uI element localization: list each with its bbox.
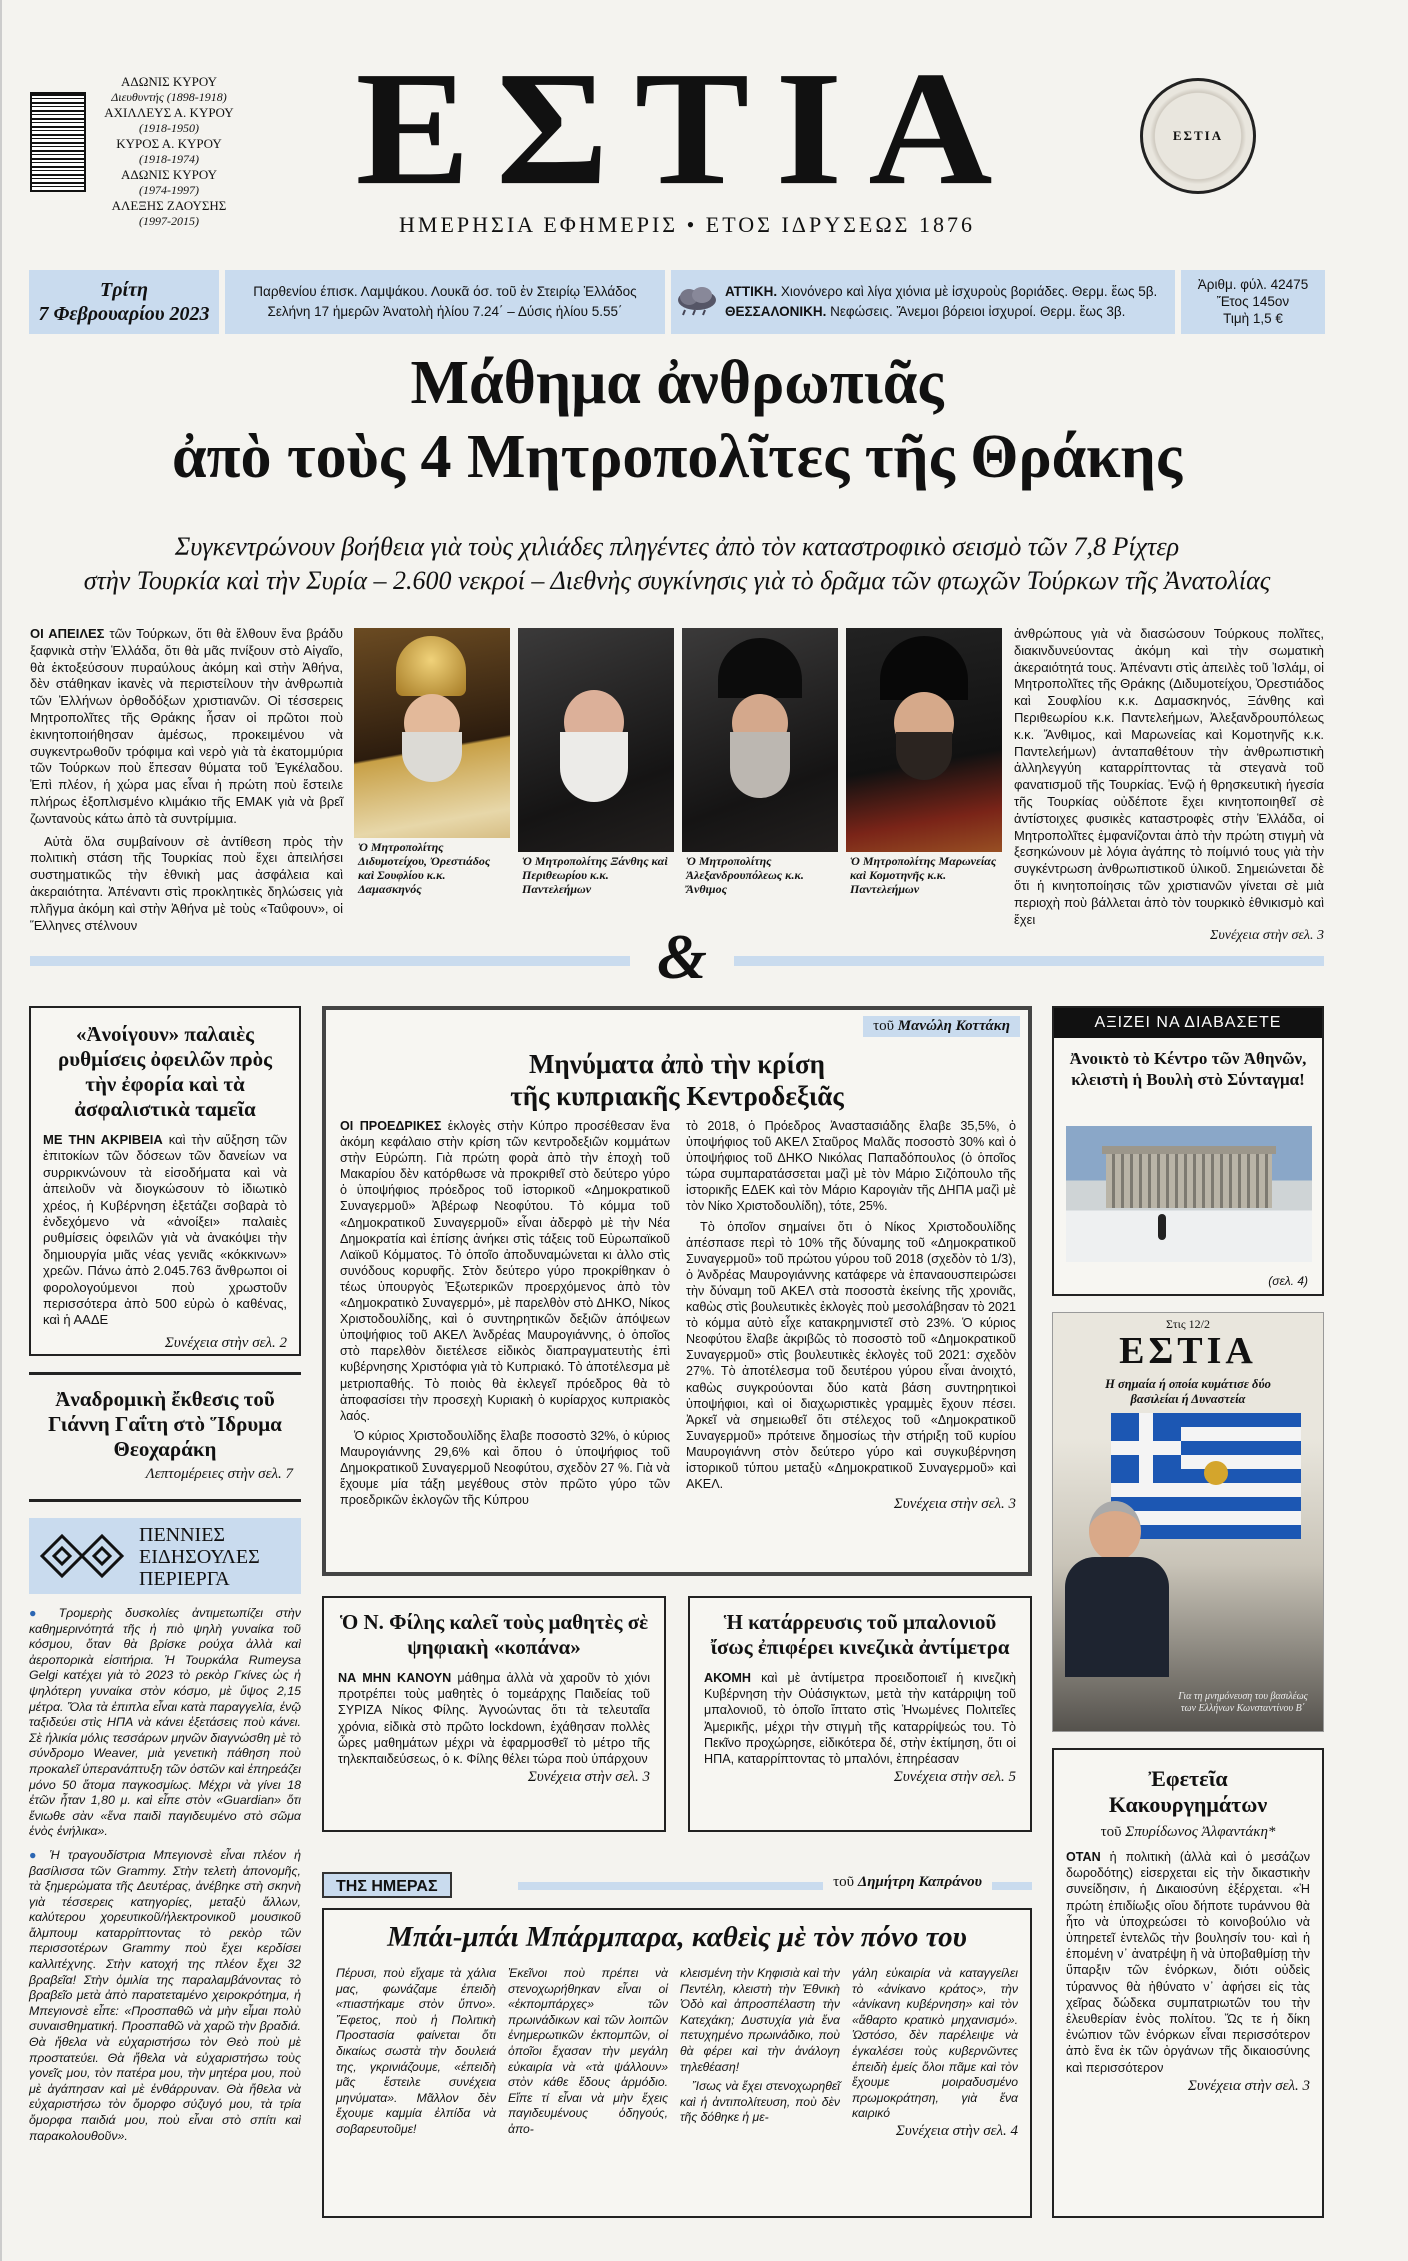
weather-text: Χιονόνερο καὶ λίγα χιόνια μὲ ἰσχυροὺς βοριάδες. Θερμ. ἕως 5β. [777, 284, 1158, 299]
section-label: ΤΗΣ ΗΜΕΡΑΣ [322, 1872, 452, 1898]
issue-number: Ἀριθμ. φύλ. 42475 [1197, 277, 1309, 292]
ornament-icon [37, 1526, 127, 1586]
article-body [340, 1118, 670, 1424]
continue-link[interactable]: Συνέχεια στὴν σελ. 3 [893, 1496, 1016, 1513]
article-body: Ἴσως νὰ ἔχει στενοχωρηθεῖ καὶ ἡ ἀντιπολίτευση, ποὺ δὲν τῆς δόθηκε ἡ με- [680, 2079, 840, 2125]
building-shape [1106, 1152, 1272, 1208]
article-body: κλεισμένη τὴν Κηφισιὰ καὶ τὴν Πεντέλη, κλειστὴ τὴν Ἐθνικὴ Ὁδὸ καὶ ἀπροσπέλαστη τὴν Κατεχάκη; Δυστυχία γιὰ ἕνα πετυχημένο πρωινάδικο, ποὺ θὰ φέρει καὶ τὴν ἀνάλογη τηλεθέαση! [680, 1966, 840, 2074]
lead-text: ἡ πολιτικὴ (ἀλλὰ καὶ ὁ μεσάζων δωροδότης) εἰσερχεται εἰς τὴν δικαστικὴν συνείδησιν, ἡ Δικαιοσύνη ἐξέρχεται. «Ἡ πρώτη ἐπιδίωξις οἵου δήποτε τυράννου θὰ ἦτο νὰ ὑποχρεώσει τὸ κοινοβούλιο νὰ ὑπηρετεῖ ἐντελῶς τὴν βουλησίν του· καὶ ἡ ἑπομένη ν᾽ ἀνατρέψη ἢ νὰ ὑποβαθμίσῃ τὴν ὕπαρξιν τῶν ἐνόρκων, διότι οὐδεὶς τύραννος θὰ ἠθύνατο ν᾽ ἀφήσει εἰς τὰς χεῖρας δώδεκα συμπατριωτῶν του τὴν ἐλευθερίαν ἑνὸς πολίτου. Ὥς τε ἡ δίκη ἐνώπιον τῶν ἐνόρκων εἶναι περισσότερον ἀπὸ ἕνα ἐκ τῶν ὀργάνων τῆς δικαιοσύνης καὶ περισσότερον [1066, 1850, 1310, 2075]
founder-line: (1997-2015) [139, 213, 199, 228]
masthead-subtitle: ΗΜΕΡΗΣΙΑ ΕΦΗΜΕΡΙΣ • ΕΤΟΣ ΙΔΡΥΣΕΩΣ 1876 [399, 212, 975, 237]
news-text: Ἡ τραγουδίστρια Μπεγιονσὲ εἶναι πλέον ἡ βασίλισσα τῶν Grammy. Στὴν τελετὴ ἀπονομῆς, τὰ ξημερώματα τῆς Δευτέρας, ἀνέβηκε στὴ σκηνὴ γιὰ τέσσερεις κατηγορίες, μεταξὺ ἄλλων, καλύτερου χορευτικοῦ/ἠλεκτρονικοῦ μουσικοῦ ἄλμπουμ καταρρίπτοντας τὸ ρεκὸρ τῶν περισσοτέρων Grammy ποὺ ἔχει κερδίσει καλλιτέχνης. Στὴν κατοχή της πλέον ἔχει 32 βραβεῖα! Στὴν ὁμιλία της παραλαμβάνοντας τὸ βραβεῖο μετὰ ἀπὸ παρατεταμένο χειροκρότημα, ἡ Μπεγιονσὲ εἶπε: «Προσπαθῶ νὰ μὴν εἶμαι πολὺ συναισθηματική. Προσπαθῶ νὰ χαρῶ τὴν βραδιά. Θὰ ἤθελα νὰ εὐχαριστήσω τὸν Θεὸ ποὺ μὲ προστατεύει. Θὰ ἤθελα νὰ εὐχαριστήσω τοὺς γονεῖς μου, τὸν πατέρα μου, τὴν μητέρα μου, ποὺ μὲ ἀγάπησαν καὶ μὲ ἐνθάρρυναν. Θὰ ἤθελα νὰ εὐχαριστήσω τὸν ὄμορφο σύζυγό μου, τὰ τρία ὄμορφα παιδιά μου, ποὺ εἶναι στὸ σπίτι καὶ παρακολουθοῦν». [29, 1847, 301, 2143]
cyprus-article [322, 1006, 1032, 1576]
of-the-day-article [322, 1908, 1032, 2218]
promo-date: Στις 12/2 [1166, 1317, 1210, 1331]
debts-article [29, 1006, 301, 1356]
lead-in: ΟΙ ΠΡΟΕΔΡΙΚΕΣ [340, 1119, 442, 1133]
article-title: Ἡ κατάρρευσις τοῦ μπαλονιοῦ ἴσως ἐπιφέρει κινεζικὰ ἀντίμετρα [710, 1610, 1010, 1659]
title-line: Μηνύματα ἀπὸ τὴν κρίση [528, 1049, 826, 1079]
metropolitans-photos [354, 628, 1002, 898]
beard-shape [896, 732, 952, 780]
article-body [43, 1132, 287, 1329]
lead-in: ΝΑ ΜΗΝ ΚΑΝΟΥΝ [338, 1671, 452, 1685]
promo-footer: Για τη μνημόνευση του βασιλέως των Ελλήνων Κωνσταντίνου Β΄ [1178, 1691, 1308, 1714]
suit-shape [1065, 1557, 1169, 1677]
founder-line: (1974-1997) [139, 182, 199, 197]
divider-left [30, 956, 630, 966]
beard-shape [730, 732, 790, 798]
continue-link[interactable]: Συνέχεια στὴν σελ. 3 [1187, 2077, 1310, 2094]
lead-right-column [1014, 626, 1324, 945]
of-the-day-col-3 [680, 1966, 840, 2126]
subheadline-line: Συγκεντρώνουν βοήθεια γιὰ τοὺς χιλιάδες πληγέντες ἀπὸ τὸν καταστροφικὸ σεισμὸ τῶν 7,8 Ρίχτερ [174, 532, 1180, 561]
news-text: Τρομερὴς δυσκολίες ἀντιμετωπίζει στὴν καθημερινότητά τῆς ἡ πιὸ ψηλὴ γυναίκα τοῦ κόσμου, ὅταν θὰ βρίσκε ρούχα ἀλλὰ καὶ ἀεροπορικὰ εἰσιτήρια. Ἡ Τουρκάλα Rumeysa Gelgi κατέχει γιὰ τὸ 2023 τὸ ρεκὸρ Γκίνες ὡς ἡ ψηλότερη γυναίκα στὸν κόσμο, μὲ ὕψος 2,15 μέτρα. Ὅλα τὰ ἐπιπλα εἶναι κατὰ παραγγελία, ἐνῷ ταξιδεύει στὶς ΗΠΑ νὰ κάνει ἐξετάσεις ποὺ κάνει. Σὲ ἡλικία μόλις τεσσάρων μηνῶν διαγνώσθη μὲ τὸ σύνδρομο Weaver, μιὰ γενετικὴ πάθηση ποὺ προκαλεῖ ὑπερανάπτυξη τῶν ὀστῶν καὶ ἐπηρεάζει μόνο 50 ἄτομα παγκοσμίως. Μέχρι νὰ γίνει 18 ἐτῶν ἦταν 1,80 μ. καὶ εἶπε στὸν «Guardian» ὅτι ἔνιωθε σὰν «ἕνα παιδὶ παγιδευμένο στὸ σῶμα ἑνὸς ἐνήλικα». [29, 1606, 301, 1839]
lead-text: ἐκλογὲς στὴν Κύπρο προσέθεσαν ἕνα ἀκόμη κεφάλαιο στὴν κρίση τῶν κεντροδεξιῶν κομμάτων στὴν Εὐρώπη. Γιὰ πρώτη φορὰ ἀπὸ τὴν ἐποχὴ τοῦ Μακαρίου δὲν κατόρθωσε νὰ προκριθεῖ στὸ δεύτερο γύρο ὁ ὑποψήφιος πρόεδρος τοῦ ἱστορικοῦ «Δημοκρατικοῦ Συναγερμοῦ» Ἀβέρωφ Νεοφύτου. Τὸ κόμμα τοῦ «Δημοκρατικοῦ Συναγερμοῦ» εἶναι ἀδερφὸ μὲ τὴν Νέα Δημοκρατία καὶ ἐπίσης ἀνήκει στὶς τάξεις τοῦ Εὐρωπαϊκοῦ Λαϊκοῦ Κόμματος. Τὸ ὁποῖο ἀποδυναμώνεται κι ἀλλο στὶς συνόδους κορυφῆς. Στὸν δεύτερο γύρο προκρίθηκαν ὁ τέως ὑπουργὸς Ἐξωτερικῶν προερχόμενος ἀπὸ τὸν «Δημοκρατικὸ Συναγερμό», μὲ παρελθὸν στὸ ΔΗΚΟ, Νίκος Χριστοδουλίδης, καὶ ὁ συντηρητικῶν δεξιῶν ἀπόψεων ὑποψήφιος τοῦ ΑΚΕΛ Ἀνδρέας Μαυρογιάννης, ὁ ὁποῖος στὸ παρελθὸν διετέλεσε εἰδικὸς διαπραγματευτὴς ἐπὶ κυβέρνησης Χριστόφια γιὰ τὸ Κυπριακό. Τὸ ἀποτέλεσμα μὲ μετριοπαθής. Τὸ ποιὸς θὰ ἐκλεγεῖ πρόεδρος θὰ τὸ ἀποφασίσει τὴν προσεχὴ Κυριακὴ ὁ κυρίαρχος κυπριακὸς λαός. [340, 1119, 670, 1423]
article-title: Μπάι-μπάι Μπάρμπαρα, καθεὶς μὲ τὸν πόνο του [387, 1921, 967, 1953]
title-line: τῆς κυπριακῆς Κεντροδεξιᾶς [510, 1081, 844, 1111]
photo-metropolitan-3 [682, 628, 838, 898]
photo-metropolitan-1 [354, 628, 510, 898]
parliament-photo [1066, 1126, 1312, 1262]
article-body [704, 1670, 1016, 1767]
section-header: ΑΞΙΖΕΙ ΝΑ ΔΙΑΒΑΣΕΤΕ [1054, 1008, 1322, 1038]
news-header-line: ΕΙΔΗΣΟΥΛΕΣ [139, 1546, 260, 1568]
photo-metropolitan-2 [518, 628, 674, 898]
founder-line: ΚΥΡΟΣ Α. ΚΥΡΟΥ [116, 136, 222, 151]
continue-link[interactable]: Συνέχεια στὴν σελ. 3 [527, 1769, 650, 1786]
founder-line: ΑΔΩΝΙΣ ΚΥΡΟΥ [120, 167, 218, 182]
article-body: Ἐκεῖνοι ποὺ πρέπει νὰ στενοχωρήθηκαν εἶναι οἱ «ἐκπομπάρχες» τῶν πρωινάδικων καὶ τῶν λοιπῶν ἐνημερωτικῶν ἐκπομπῶν, οἱ ὁποῖοι ἔχασαν τὴν μεγάλη εὐκαιρία νὰ «τὰ ψάλλουν» στὸν κάθε ἔδους ἁρμόδιο. Εἴπε τί εἶναι νὰ μὴν ἔχεις παγιδευμένους ὁδηγούς, ἀπο- [508, 1966, 668, 2136]
continue-link[interactable]: Λεπτομέρειες στὴν σελ. 7 [145, 1466, 293, 1482]
lead-text: τῶν Τούρκων, ὅτι θὰ ἔλθουν ἕνα βράδυ ξαφνικὰ στὴν Ἑλλάδα, ὅτι θὰ μᾶς πνίξουν στὸ Αἰγαῖο, θὰ ἐκτοξεύσουν πυραύλους ἀκόμη καὶ στὴν Ἀθήνα, δὲν στάθηκαν ἱκανὲς νὰ περιστείλουν τὴν ἀνθρωπιὰ τῶν Ἑλλήνων ὀρθοδόξων χριστιανῶν. Οἱ τέσσερεις Μητροπολῖτες τῆς Θράκης ἦσαν οἱ πρῶτοι ποὺ ἐκινητοποιήθησαν ἀμέσως, προκειμένου νὰ συγκεντρωθοῦν τρόφιμα καὶ νερὸ γιὰ τὰ ἑκατομμύρια τῶν Τούρκων ποὺ ἔπεσαν θύματα τοῦ Ἐγκέλαδου. Ἐπὶ πλέον, ἡ χώρα μας εἶναι ἡ πρώτη ποὺ ἔστειλε πλήρως ἐξοπλισμένο κλιμάκιο τῆς ΕΜΑΚ γιὰ νὰ βρεῖ ζωντανοὺς κάτω ἀπὸ τὰ συντρίμμια. [30, 626, 344, 826]
ampersand: & [657, 921, 707, 992]
price: Τιμὴ 1,5 € [1223, 311, 1283, 326]
date-box [29, 270, 219, 334]
weather-region: ΘΕΣΣΑΛΟΝΙΚΗ. [725, 304, 827, 319]
weather-text: Νεφώσεις. Ἄνεμοι βόρειοι ἰσχυροί. Θερμ. ἕως 3β. [826, 304, 1126, 319]
saints-line: Παρθενίου έπισκ. Λαμψάκου. Λουκᾶ όσ. τοῦ ἐν Στειρίῳ Ἑλλάδος [253, 284, 637, 299]
news-item [29, 1848, 301, 2144]
exhibit-article [29, 1372, 301, 1502]
lead-in: ΜΕ ΤΗΝ ΑΚΡΙΒΕΙΑ [43, 1132, 163, 1147]
article-body: Πέρυσι, ποὺ εἴχαμε τὰ χάλια μας, φωνάζαμε ἐπειδὴ «πιαστήκαμε στὸν ὕπνο». Ἔφετος, ποὺ ἡ Πολιτικὴ Προστασία φαίνεται ὅτι δικαίως σωστὰ τὴν δουλειά της, γκρινιάζουμε, «ἐπειδὴ μᾶς ἔστειλε συνέχεια μηνύματα». Μᾶλλον δὲν ἔχουμε καμμία ἐλπίδα νὰ σοβαρευτοῦμε! [336, 1966, 496, 2136]
article-title: «Ἀνοίγουν» παλαιὲς ρυθμίσεις ὀφειλῶν πρὸς τὴν ἐφορία καὶ τὰ ἀσφαλιστικὰ ταμεῖα [57, 1022, 273, 1121]
page-ref: (σελ. 4) [1268, 1274, 1308, 1288]
weather-thessaloniki [725, 302, 1175, 322]
bullet-icon: ● [29, 1606, 59, 1620]
cyprus-col-2 [686, 1118, 1016, 1512]
headline-line: ἀπὸ τοὺς 4 Μητροπολῖτες τῆς Θράκης [171, 423, 1183, 491]
lead-left-column [30, 626, 343, 934]
main-headline [32, 346, 1322, 494]
lead-paragraph: Αὐτὰ ὅλα συμβαίνουν σὲ ἀντίθεση πρὸς τὴν πολιτικὴ στάση τῆς Τουρκίας ποὺ ἔχει ἀπειλήσει συστηματικῶς τὴν ἐθνικὴ μας ἀσφάλεια καὶ ἀκεραιότητα. Ἀπέναντι στὶς προκλητικὲς δηλώσεις γιὰ πλῆγμα ἀκόμη καὶ στὴν Ἀθήνα μὲ τοὺς «Ταΰφουν», οἱ Ἕλληνες στέλνουν [30, 833, 343, 933]
weather-box [671, 270, 1175, 334]
founder-line: Διευθυντής (1898-1918) [111, 89, 227, 104]
news-header-line: ΠΕΡΙΕΡΓΑ [139, 1568, 230, 1590]
news-header-line: ΠΕΝΝΙΕΣ [139, 1524, 226, 1546]
barcode [30, 92, 86, 192]
byline-prefix: τοῦ [1100, 1824, 1126, 1840]
cloud-icon [675, 286, 719, 316]
byline-prefix: τοῦ [833, 1874, 858, 1890]
founder-line: (1918-1974) [139, 151, 199, 166]
date: 7 Φεβρουαρίου 2023 [38, 303, 210, 325]
issue-year: Ἔτος 145ον [1216, 294, 1290, 309]
beard-shape [560, 732, 628, 802]
article-body: Τὸ ὁποῖον σημαίνει ὅτι ὁ Νίκος Χριστοδουλίδης ἀπέσπασε περὶ τὸ 10% τῆς δύναμης τοῦ «Δημοκρατικοῦ Συναγερμοῦ» τοῦ πρώτου γύρου τοῦ 2018 (σχεδὸν τὸ 1/3), ὁ Ἀνδρέας Μαυρογιάννης κατάφερε νὰ ἐπαναουσπειρώσει τὴν δύναμη τοῦ ΑΚΕΛ στὰ ποσοστὰ ἐκείνης τῆς χρονιᾶς, καθὼς στὶς βουλευτικὲς ἐκλογὲς ποὺ μεσολάβησαν τὸ 2021 τὸ κόμμα αὐτὸ εἶχε κατακρημνιστεῖ στὸ 23%. Ὁ κύριος Νεοφύτου ἔλαβε ἀκριβῶς τὸ ποσοστὸ τοῦ «Δημοκρατικοῦ Συναγερμοῦ» στὶς βουλευτικὲς ἐκλογὲς τοῦ 2021: σχεδὸν 27%. Τὸ ἀποτέλεσμα τοῦ δευτέρου γύρου εἶναι ἀνοιχτό, καθὼς συγκρούονται δύο κατὰ βάση συντηρητικοὶ ὑποψήφιοι, καὶ οἱ διαχωριστικὲς γραμμὲς ἔχουν πέσει. Ἀρκεῖ νὰ σημειωθεῖ ὅτι στέλεχος τοῦ «Δημοκρατικοῦ Συναγερμοῦ» πρότεινε δημοσίως τὴν στήριξη τοῦ κυρίου Μαυρογιάννη στὸν δεύτερο γύρο καὶ συγκυβέρνηση ἱστορικοῦ τύπου μεταξὺ «Δημοκρατικοῦ Συναγερμοῦ» καὶ ΑΚΕΛ. [686, 1219, 1016, 1492]
subheadline-line: στὴν Τουρκία καὶ τὴν Συρία – 2.600 νεκροί – Διεθνὴς συγκίνησις γιὰ τὸ δρᾶμα τῶν φτωχῶν Τούρκων τῆς Ἀνατολίας [83, 566, 1271, 595]
sun-moon-line: Σελήνη 17 ἡμερῶν Ἀνατολὴ ἡλίου 7.24΄ – Δύσις ἡλίου 5.55΄ [267, 304, 623, 319]
founder-line: (1918-1950) [139, 120, 199, 135]
promo-box [1052, 1312, 1324, 1732]
weekday: Τρίτη [100, 279, 148, 301]
lead-text: καὶ μὲ ἀντίμετρα προειδοποιεῖ ἡ κινεζικὴ Κυβέρνηση τὴν Οὐάσιγκτων, μετὰ τὴν κατάρριψη τοῦ μπαλονιοῦ, τὸ ὁποῖο ἴπτατο στὶς Ἡνωμένες Πολιτεῖες Ἀμερικῆς, μέχρι τὴν στιγμὴ τῆς καταρρίψεώς του. Τὸ Πεκῖνο προχώρησε, εἰδικότερα δέ, στὴν ἐκτίμηση, ὅτι οἱ ΗΠΑ, καταρρίπτοντας τὸ μπαλόνι, ἐπηρέασαν [704, 1671, 1016, 1767]
founders-list [94, 74, 244, 229]
photo-caption: Ὁ Μητροπολίτης Μαρωνείας καὶ Κομοτηνῆς κ.κ. Παντελεήμων [846, 852, 1002, 898]
lead-in: ΟΙ ΑΠΕΙΛΕΣ [30, 626, 105, 641]
filis-article [322, 1596, 666, 1832]
lead-paragraph: ἀνθρώπους γιὰ νὰ διασώσουν Τούρκους πολῖτες, διακινδυνεύοντας ἀκόμη καὶ τὴν σωματικὴ ἀκεραιότητά τους. Ἀπέναντι στὶς ἀπειλὲς τοῦ Ἰσλάμ, οἱ Μητροπολῖτες τῆς Θράκης (Διδυμοτείχου, Ὀρεστιάδος καὶ Σουφλίου κ.κ. Δαμασκηνός, Ξάνθης καὶ Περιθεωρίου κ.κ. Παντελεήμων, Ἀλεξανδρουπόλεως κ.κ. Ἄνθιμος, καὶ Μαρωνείας καὶ Κομοτηνῆς κ.κ. Παντελεήμων) ἀνταπαθέτουν τὴν ἀνθρωπιστικὴ ἀλληλεγγύη καταρρίπτοντας τὰ στεγανὰ τοῦ φανατισμοῦ τῆς Τουρκίας. Ἐνῷ ἡ θρησκευτικὴ ἡγεσία τῆς Τουρκίας οὐδέποτε ἔχει κινητοποιηθεῖ σὲ ἀντίστοιχες φυσικὲς καταστροφὲς στὴν Ἑλλάδα, οἱ Μητροπολῖτες ἐμφανίζονται ἀπὸ τὴν πρώτη στιγμὴ νὰ ξεσηκώνουν μὲ λόγια ἀγάπης τὸ ποίμνιό τους γιὰ τὴν συγκέντρωση ἀνθρωπιστικοῦ ὑλικοῦ. Σημειώνεται δὲ ὅτι ἡ κινητοποίησις τῶν χριστιανῶν γίνεται σὲ μιὰ περιοχὴ ποὺ βάλλεται ἀπὸ τὸν τουρκικὸ ἐθνικισμὸ καὶ ἔχει [1014, 626, 1324, 927]
of-the-day-col-2 [508, 1966, 668, 2138]
main-subheadline [32, 530, 1322, 598]
weather-attica [725, 282, 1175, 302]
founder-line: ΑΧΙΛΛΕΥΣ Α. ΚΥΡΟΥ [104, 105, 234, 120]
worth-reading-box [1052, 1006, 1324, 1296]
article-body: τὸ 2018, ὁ Πρόεδρος Ἀναστασιάδης ἔλαβε 35,5%, ὁ ὑποψήφιος τοῦ ΑΚΕΛ Σταῦρος Μαλᾶς ποσοστὸ 30% καὶ ὁ ὑποψήφιος τοῦ ΔΗΚΟ Νικόλας Παπαδόπουλος (ὁ ὁποῖος τώρα συμπαρατάσσεται μαζὶ μὲ τὸν Μάριο Σιζόπουλο τῆς ἱστορικῆς ΕΔΕΚ καὶ τὸν Μάριο Καρογιὰν τῆς ΔΗΠΑ μαζὶ μὲ τὸν Νίκο Χριστοδουλίδη), τότε, 25%. [686, 1119, 1016, 1214]
roof-shape [1102, 1146, 1276, 1154]
article-title: Ἐφετεῖα Κακουργημάτων [1108, 1766, 1268, 1817]
byline [823, 1874, 992, 1891]
seal-icon [1140, 78, 1256, 194]
lead-text: καὶ τὴν αὔξηση τῶν ἐπιτοκίων τῶν δόσεων τῶν δανείων να συρρικνώνουν τὰ εἰσοδήματα καὶ νὰ ἀπειλοῦν νὰ διογκώσουν τὸ ἰδιωτικὸ χρέος, ἡ Κυβέρνηση ἐξετάζει σοβαρὰ τὸ ἐνδεχόμενο νὰ «ἀνοίξει» παλαιὲς ρυθμίσεις ὀφειλῶν γιὰ νὰ ἀνακόψει τὴν δημιουργία μιᾶς νέας γενιᾶς «κόκκινων» χρεῶν. Πάνω ἀπὸ 2.045.763 ἄνθρωποι οἱ φορολογούμενοι ποὺ χρωστοῦν περισσότερα ἀπὸ 500 εὐρὼ ὁ καθένας, καὶ ἡ ΑΑΔΕ [43, 1132, 287, 1328]
photo-metropolitan-4 [846, 628, 1002, 898]
article-title: Ἀναδρομικὴ ἔκθεσις τοῦ Γιάννη Γαΐτη στὸ Ἵδρυμα Θεοχαράκη [48, 1387, 282, 1461]
article-body: γάλη εὐκαιρία νὰ καταγγείλει τὸ «ἀνίκανο κράτος», τὴν «ἀνίκανη κυβέρνηση» καὶ τὸν «ἄθαρτο κρατικὸ μηχανισμό». Ὡστόσο, δὲν παρέλειψε νὰ ἐγκαλέσει τοὺς κυβερνῶντες ἐπειδὴ ἐμείς ὅλοι πᾶμε καὶ τὸν ἔχουμε μοιραδυσμένο πρωμοκράτηση, γιὰ ἕνα καιρικό [852, 1966, 1018, 2121]
news-item [29, 1606, 301, 1840]
article-title: Ἀνοικτὸ τὸ Κέντρο τῶν Ἀθηνῶν, κλειστὴ ἡ Βουλὴ στὸ Σύνταγμα! [1069, 1049, 1307, 1089]
photo-caption: Ὁ Μητροπολίτης Διδυμοτείχου, Ὀρεστιάδος καὶ Σουφλίου κ.κ. Δαμασκηνός [354, 838, 510, 898]
lead-text: μάθημα ἀλλὰ νὰ χαροῦν τὸ χιόνι προτρέπει τοὺς μαθητὲς ὁ τομεάρχης Παιδείας τοῦ ΣΥΡΙΖΑ Νίκος Φίλης. Ἀγνοώντας ὅτι τὰ τελευταῖα χρόνια, εἰδικὰ στὸ πρῶτο lockdown, ἐχάθησαν πολλὲς ὧρες μαθημάτων μέχρι νὰ ἐφαρμοσθεῖ τὸ μέτρο τῆς τηλεκπαιδεύσεως, ὁ κ. Φίλης θέλει τώρα ποὺ ὑπάρχουν [338, 1671, 651, 1767]
cyprus-col-1 [340, 1118, 670, 1508]
of-the-day-bar [322, 1872, 1032, 1902]
saints-box [225, 270, 665, 334]
headline-line: Μάθημα ἀνθρωπιᾶς [410, 349, 944, 417]
crimes-article [1052, 1748, 1324, 2218]
article-body [1066, 1849, 1310, 2076]
founder-line: ΑΛΕΞΗΣ ΖΑΟΥΣΗΣ [111, 198, 227, 213]
article-body [338, 1670, 650, 1767]
lead-in: ΑΚΟΜΗ [704, 1671, 751, 1685]
byline-author: Δημήτρη Καπράνου [857, 1874, 982, 1890]
news-items [29, 1606, 301, 2144]
of-the-day-col-4 [852, 1966, 1018, 2140]
seal-text: ΕΣΤΙΑ [1172, 128, 1224, 143]
article-title [340, 1048, 1014, 1112]
weather-region: ΑΤΤΙΚΗ. [725, 284, 778, 299]
continue-link[interactable]: Συνέχεια στὴν σελ. 4 [895, 2122, 1018, 2139]
byline [863, 1016, 1020, 1037]
info-bar [29, 270, 1325, 334]
byline-author: Σπυρίδωνος Ἀλφαντάκη* [1125, 1824, 1276, 1840]
king-portrait [1065, 1501, 1175, 1677]
beard-shape [402, 732, 462, 782]
hat-shape [880, 636, 968, 700]
promo-headline: Η σημαία ή οποία κυμάτισε δύο βασιλείαι ή Δυναστεία [1105, 1377, 1271, 1406]
balloon-article [688, 1596, 1032, 1832]
lead-paragraph [30, 626, 343, 828]
article-title: Ὁ Ν. Φίλης καλεῖ τοὺς μαθητὲς σὲ ψηφιακὴ «κοπάνα» [339, 1610, 649, 1659]
article-body: Ὁ κύριος Χριστοδουλίδης ἔλαβε ποσοστὸ 32%, ὁ κύριος Μαυρογιάννης 29,6% καὶ ὅπου ὁ ὑποψήφιος τοῦ Δημοκρατικοῦ Συναγερμοῦ Νεοφύτου, σχεδὸν 27 %. Γιὰ νὰ ἔχουμε μία τάξη μεγέθους στὸν πρῶτο γύρο τῶν προεδρικῶν ἐκλογῶν τῆς Κύπρου [340, 1428, 670, 1508]
lead-in: ΟΤΑΝ [1066, 1850, 1101, 1864]
news-header-text [139, 1524, 260, 1590]
face-shape [1089, 1501, 1141, 1561]
person-shape [1158, 1214, 1166, 1240]
mitre-shape [396, 636, 466, 696]
bullet-icon: ● [29, 1847, 50, 1862]
byline-prefix: τοῦ [873, 1018, 898, 1034]
news-header [29, 1518, 301, 1594]
promo-logo: ΕΣΤΙΑ [1119, 1330, 1257, 1372]
of-the-day-col-1 [336, 1966, 496, 2138]
issue-box [1181, 270, 1325, 334]
founder-line: ΑΔΩΝΙΣ ΚΥΡΟΥ [120, 74, 218, 89]
continue-link[interactable]: Συνέχεια στὴν σελ. 2 [164, 1334, 287, 1351]
byline [1066, 1824, 1310, 1841]
photo-caption: Ὁ Μητροπολίτης Ἀλεξανδρουπόλεως κ.κ. Ἄνθιμος [682, 852, 838, 898]
hat-shape [718, 638, 802, 698]
photo-caption: Ὁ Μητροπολίτης Ξάνθης καὶ Περιθεωρίου κ.κ. Παντελεήμων [518, 852, 674, 898]
masthead-logo: ΕΣΤΙΑ [355, 38, 1019, 220]
continue-link[interactable]: Συνέχεια στὴν σελ. 5 [893, 1769, 1016, 1786]
continue-link[interactable]: Συνέχεια στὴν σελ. 3 [1210, 928, 1324, 944]
byline-author: Μανώλη Κοττάκη [897, 1018, 1010, 1034]
divider-right [734, 956, 1324, 966]
